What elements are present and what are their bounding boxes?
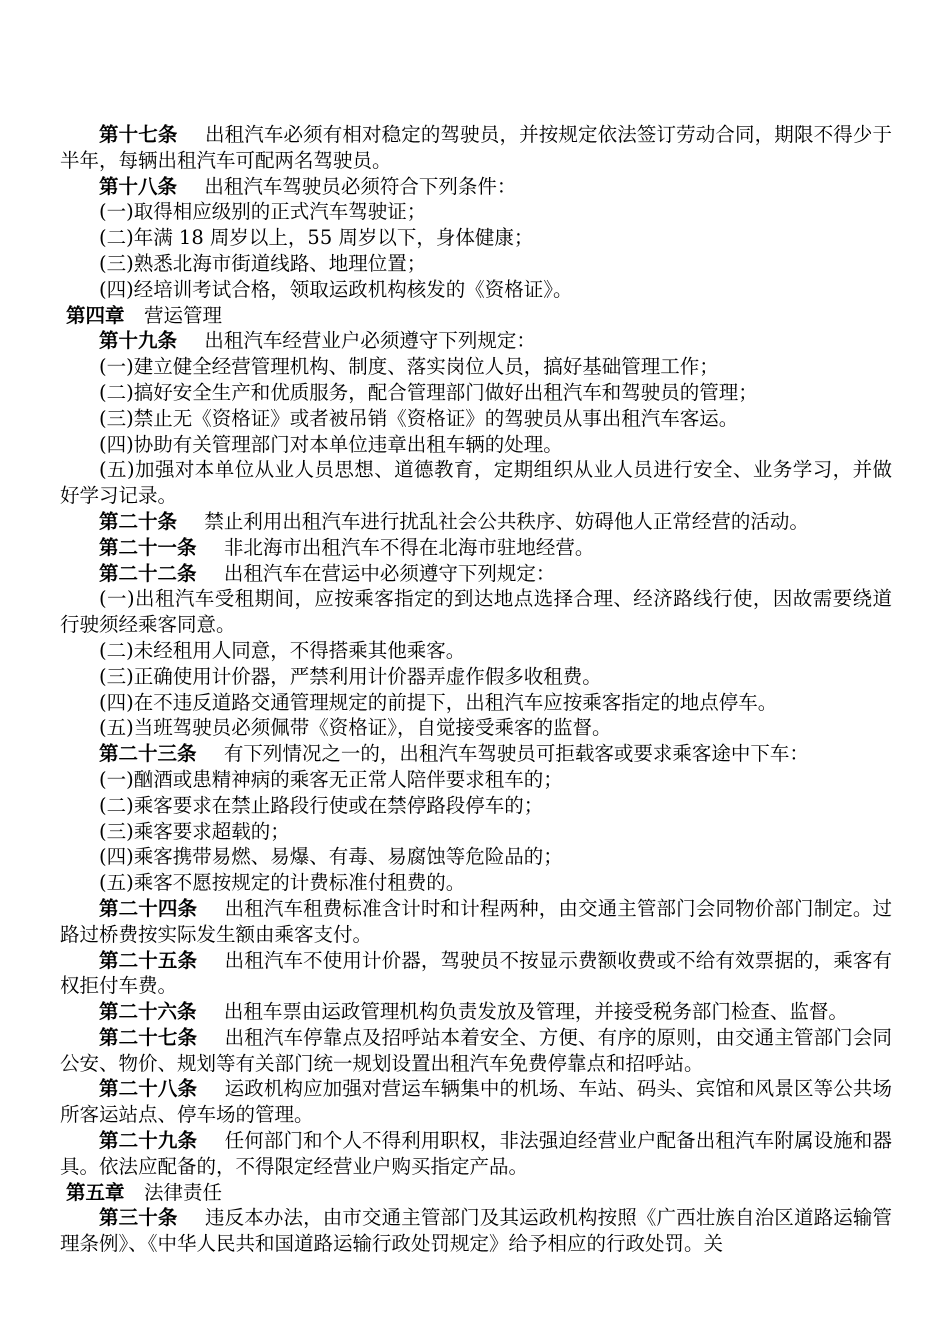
- article-paragraph: [60, 1025, 892, 1077]
- chapter-heading: [60, 303, 892, 329]
- article-paragraph: [60, 1128, 892, 1180]
- article-label: 第十九条: [99, 329, 178, 353]
- article-text: 出租汽车必须有相对稳定的驾驶员，并按规定依法签订劳动合同，期限不得少于半年，每辆出租汽车可配两名驾驶员。: [60, 123, 892, 172]
- list-item: (五)加强对本单位从业人员思想、道德教育，定期组织从业人员进行安全、业务学习，并做好学习记录。: [60, 458, 892, 508]
- chapter-title: 法律责任: [144, 1180, 223, 1204]
- article-text: 运政机构应加强对营运车辆集中的机场、车站、码头、宾馆和风景区等公共场所客运站点、停车场的管理。: [60, 1077, 892, 1127]
- article-paragraph: [60, 1205, 892, 1257]
- article-paragraph: [60, 174, 892, 200]
- list-item: (三)乘客要求超载的；: [99, 819, 290, 843]
- article-text: 非北海市出租汽车不得在北海市驻地经营。: [223, 535, 595, 559]
- article-paragraph: [60, 535, 892, 561]
- list-item: (一)建立健全经营管理机构、制度、落实岗位人员，搞好基础管理工作；: [99, 355, 719, 379]
- article-paragraph: [60, 122, 892, 174]
- article-label: 第二十八条: [99, 1077, 198, 1101]
- chapter-title: 营运管理: [144, 303, 223, 327]
- article-label: 第二十一条: [99, 535, 197, 559]
- article-text: 出租汽车租费标准含计时和计程两种，由交通主管部门会同物价部门制定。过路过桥费按实际发生额由乘客支付。: [60, 896, 892, 946]
- list-item: (三)正确使用计价器，严禁利用计价器弄虚作假多收租费。: [99, 664, 602, 688]
- article-label: 第十七条: [99, 123, 178, 146]
- list-item: (四)协助有关管理部门对本单位违章出租车辆的处理。: [99, 432, 563, 456]
- list-item: (二)乘客要求在禁止路段行使或在禁停路段停车的；: [99, 793, 544, 817]
- list-item: (五)当班驾驶员必须佩带《资格证》，自觉接受乘客的监督。: [99, 716, 612, 740]
- list-item: (三)熟悉北海市街道线路、地理位置；: [99, 251, 427, 275]
- article-label: 第二十条: [99, 509, 178, 533]
- list-item: (二)年满 18 周岁以上，55 周岁以下，身体健康；: [99, 226, 534, 250]
- article-paragraph: [60, 741, 892, 767]
- article-paragraph: [60, 948, 892, 1000]
- list-item: (二)未经租用人同意，不得搭乘其他乘客。: [99, 638, 466, 662]
- article-text: 禁止利用出租汽车进行扰乱社会公共秩序、妨碍他人正常经营的活动。: [204, 509, 809, 533]
- list-item: (四)乘客携带易燃、易爆、有毒、易腐蚀等危险品的；: [99, 845, 563, 869]
- article-text: 出租汽车停靠点及招呼站本着安全、方便、有序的原则，由交通主管部门会同公安、物价、规划等有关部门统一规划设置出租汽车免费停靠点和招呼站。: [60, 1025, 892, 1075]
- article-label: 第二十五条: [99, 948, 198, 972]
- article-label: 第二十三条: [99, 742, 197, 766]
- list-item: (一)取得相应级别的正式汽车驾驶证；: [99, 200, 427, 224]
- chapter-label: 第五章: [66, 1180, 125, 1204]
- article-text: 出租汽车经营业户必须遵守下列规定：: [204, 329, 536, 353]
- list-item: (四)在不违反道路交通管理规定的前提下，出租汽车应按乘客指定的地点停车。: [99, 690, 778, 714]
- article-text: 出租车票由运政管理机构负责发放及管理，并接受税务部门检查、监督。: [223, 1000, 848, 1024]
- article-label: 第二十九条: [99, 1129, 198, 1153]
- article-text: 出租汽车不使用计价器，驾驶员不按显示费额收费或不给有效票据的，乘客有权拒付车费。: [60, 948, 892, 998]
- article-label: 第二十二条: [99, 561, 197, 585]
- article-paragraph: [60, 1076, 892, 1128]
- article-text: 出租汽车驾驶员必须符合下列条件：: [204, 174, 517, 198]
- chapter-label: 第四章: [66, 303, 125, 327]
- article-text: 有下列情况之一的，出租汽车驾驶员可拒载客或要求乘客途中下车：: [223, 742, 809, 766]
- list-item: (四)经培训考试合格，领取运政机构核发的《资格证》。: [99, 277, 573, 301]
- article-label: 第十八条: [99, 174, 178, 198]
- list-item: (五)乘客不愿按规定的计费标准付租费的。: [99, 871, 466, 895]
- article-paragraph: [60, 999, 892, 1025]
- list-item: (二)搞好安全生产和优质服务，配合管理部门做好出租汽车和驾驶员的管理；: [99, 380, 758, 404]
- article-paragraph: [60, 509, 892, 535]
- article-label: 第三十条: [99, 1206, 178, 1230]
- article-label: 第二十四条: [99, 896, 198, 920]
- list-item: (一)酗酒或患精神病的乘客无正常人陪伴要求租车的；: [99, 767, 563, 791]
- article-text: 出租汽车在营运中必须遵守下列规定：: [223, 561, 556, 585]
- article-text: 违反本办法，由市交通主管部门及其运政机构按照《广西壮族自治区道路运输管理条例》、《中华人民共和国道路运输行政处罚规定》给予相应的行政处罚。关: [60, 1206, 892, 1256]
- article-label: 第二十六条: [99, 1000, 197, 1024]
- chapter-heading: [60, 1180, 892, 1206]
- article-paragraph: [60, 896, 892, 948]
- article-text: 任何部门和个人不得利用职权，非法强迫经营业户配备出租汽车附属设施和器具。依法应配备的，不得限定经营业户购买指定产品。: [60, 1129, 892, 1178]
- article-paragraph: [60, 561, 892, 587]
- article-paragraph: [60, 328, 892, 354]
- article-label: 第二十七条: [99, 1025, 198, 1049]
- list-item: (一)出租汽车受租期间，应按乘客指定的到达地点选择合理、经济路线行使，因故需要绕道行驶须经乘客同意。: [60, 587, 892, 637]
- list-item: (三)禁止无《资格证》或者被吊销《资格证》的驾驶员从事出租汽车客运。: [99, 406, 739, 430]
- document-page: [60, 122, 892, 1257]
